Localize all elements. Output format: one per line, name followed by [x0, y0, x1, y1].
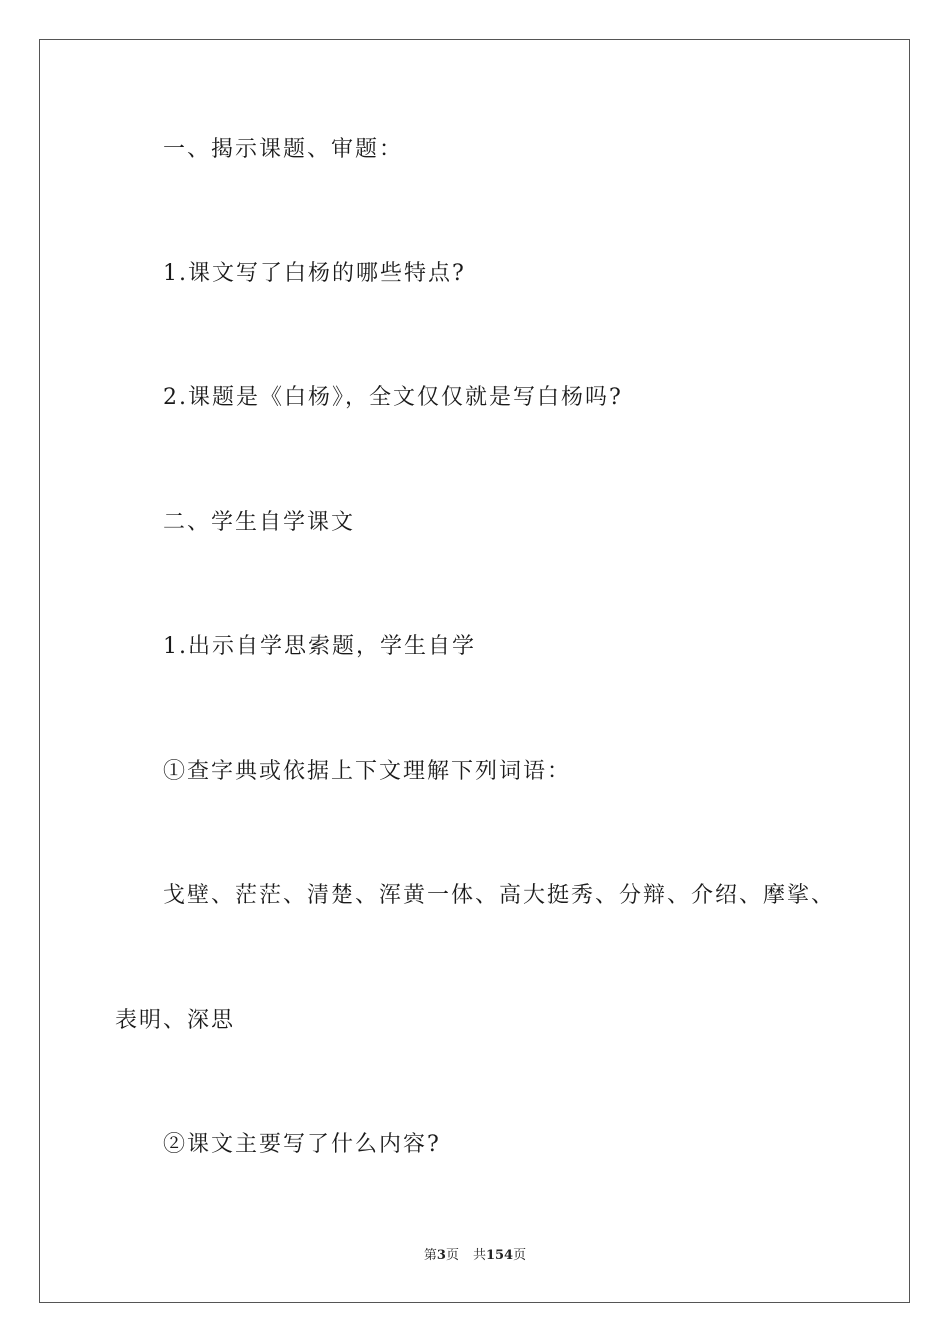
vocabulary-line-2: 表明、深思	[115, 1008, 236, 1033]
total-suffix: 页	[513, 1248, 527, 1263]
task-1: ①查字典或依据上下文理解下列词语：	[163, 759, 572, 784]
vocabulary-line-1: 戈壁、茫茫、清楚、浑黄一体、高大挺秀、分辩、介绍、摩挲、	[163, 883, 836, 908]
page-suffix: 页	[445, 1248, 459, 1263]
section-heading-1: 一、揭示课题、审题：	[163, 137, 404, 162]
section-heading-2: 二、学生自学课文	[163, 510, 356, 535]
total-pages: 154	[485, 1248, 514, 1263]
page-number: 3	[436, 1248, 446, 1263]
total-prefix: 共	[472, 1248, 486, 1263]
page-prefix: 第	[423, 1248, 437, 1263]
question-2: 2.课题是《白杨》，全文仅仅就是写白杨吗?	[163, 385, 623, 410]
question-1: 1.课文写了白杨的哪些特点?	[163, 261, 466, 286]
step-1: 1.出示自学思索题，学生自学	[163, 634, 476, 659]
page-border	[39, 39, 910, 1303]
page-footer	[0, 1246, 950, 1266]
task-2: ②课文主要写了什么内容?	[163, 1132, 441, 1157]
